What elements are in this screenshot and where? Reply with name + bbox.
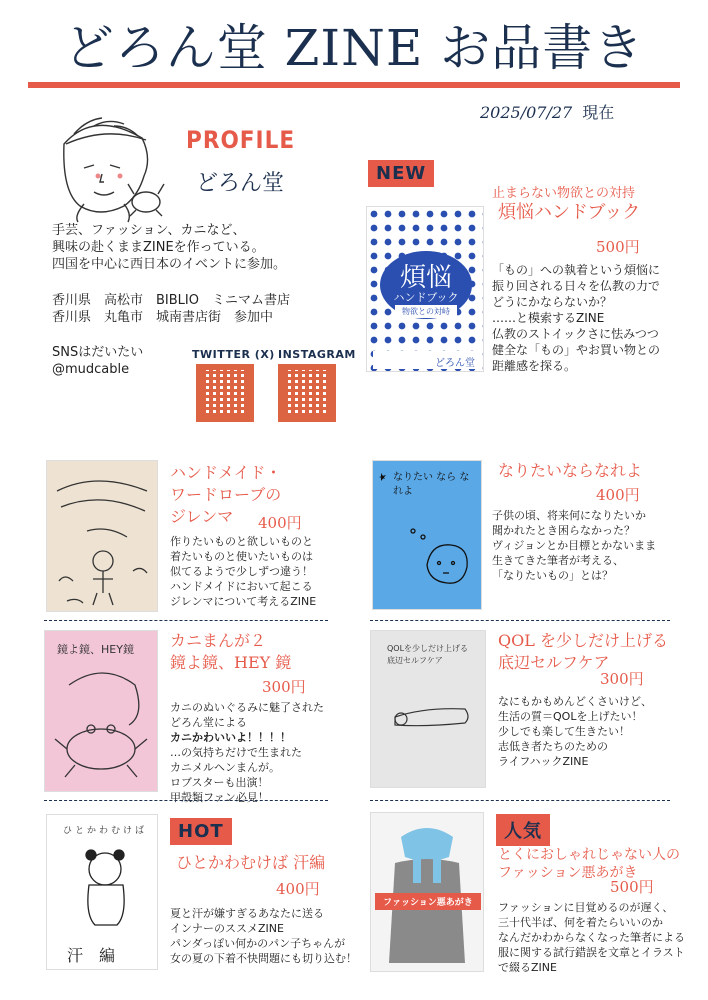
profile-name: どろん堂: [196, 171, 285, 196]
item-price: 400円: [596, 486, 640, 504]
instagram-label: INSTAGRAM: [278, 348, 356, 361]
page-title: どろん堂 ZINE お品書き: [63, 19, 645, 77]
profile-locations: [52, 292, 290, 326]
cover-subtitle: ハンドブック: [393, 291, 459, 304]
featured-description: [492, 262, 660, 374]
cover-tag: 物欲との対峙: [395, 305, 457, 318]
cover-title: 鏡よ鏡、HEY鏡: [57, 643, 134, 656]
date-value: 2025/07/27: [480, 103, 573, 122]
profile-heading: PROFILE: [186, 126, 296, 154]
item-price: 300円: [600, 670, 644, 688]
desc-line: 生きてきた筆者が考える、: [492, 554, 624, 567]
item-cover[interactable]: [44, 630, 158, 792]
desc-line: パンダっぽい何かのパン子ちゃんが: [170, 937, 346, 950]
item-title: なりたいならなれよ: [498, 461, 643, 480]
instagram-qr-code[interactable]: [278, 364, 336, 422]
cover-subtitle: 汗 編: [67, 946, 116, 965]
desc-line: で綴るZINE: [498, 961, 557, 974]
item-description: [498, 900, 685, 975]
desc-line: 着たいものと使いたいものは: [170, 550, 313, 563]
featured-cover[interactable]: [366, 206, 484, 372]
desc-line: ライフハックZINE: [498, 755, 589, 768]
title-line: カニまんが２: [170, 631, 267, 650]
item-cover[interactable]: [46, 814, 158, 970]
featured-price: 500円: [596, 238, 640, 256]
panda-art: [47, 815, 159, 971]
date-stamp: [480, 100, 614, 123]
title-line: ハンドメイド・: [170, 463, 282, 482]
wardrobe-cover-art: [47, 461, 159, 613]
desc-line: …の気持ちだけで生まれた: [170, 746, 302, 759]
bio-line: 手芸、ファッション、カニなど、: [52, 223, 246, 238]
title-line: 底辺セルフケア: [498, 653, 610, 672]
desc-line: 振り回される日々を仏教の力で: [492, 279, 661, 293]
item-description: [170, 906, 357, 966]
item-description: [498, 694, 652, 769]
crab-cover-art: [45, 631, 159, 793]
desc-line: ロブスターも出演！: [170, 776, 269, 789]
desc-line: なんだかわからなくなった筆者による: [498, 931, 685, 944]
desc-line: 「もの」への執着という煩悩に: [492, 263, 661, 277]
desc-line: 生活の質＝QOLを上げたい！: [498, 710, 643, 723]
item-cover[interactable]: [372, 460, 482, 610]
item-price: 300円: [262, 678, 306, 696]
desc-line: ジレンマについて考えるZINE: [170, 595, 317, 608]
cover-title: なりたい なら なれよ: [393, 472, 470, 497]
location-line: 香川県 高松市 BIBLIO ミニマム書店: [52, 293, 290, 308]
profile-bio: [52, 222, 286, 273]
featured-title: 煩悩ハンドブック: [498, 202, 641, 223]
section-divider: [370, 620, 670, 621]
desc-line: 子供の頃、将来何になりたいか: [492, 509, 646, 522]
featured-subtitle: 止まらない物欲との対持: [492, 186, 636, 201]
item-price: 500円: [610, 878, 654, 896]
title-line: ジレンマ: [170, 507, 234, 526]
desc-line: なにもかもめんどくさいけど、: [498, 695, 652, 708]
desc-line: カニかわいいよ！！！！: [170, 731, 291, 744]
desc-line: どうにかならないか？: [492, 295, 613, 309]
item-title: ひとかわむけば 汗編: [176, 853, 326, 872]
cover-title: ファッション悪あがき: [375, 893, 481, 910]
item-cover[interactable]: [370, 812, 484, 972]
title-line: とくにおしゃれじゃない人の: [498, 847, 680, 863]
bio-line: 興味の赴くままZINEを作っている。: [52, 240, 265, 255]
item-price: 400円: [258, 514, 302, 532]
item-description: [170, 534, 316, 609]
desc-line: 「なりたいもの」とは？: [492, 569, 613, 582]
desc-line: 服に関する試行錯誤を文章とイラスト: [498, 946, 685, 959]
desc-line: 作りたいものと欲しいものと: [170, 535, 313, 548]
title-line: ワードローブの: [170, 485, 282, 504]
desc-line: 似てるようで少しずつ違う！: [170, 565, 313, 578]
section-divider: [370, 800, 670, 801]
title-line: QOL を少しだけ上げる: [498, 631, 668, 650]
twitter-qr-code[interactable]: [196, 364, 254, 422]
cover-title: QOLを少しだけ上げる 底辺セルフケア: [387, 644, 469, 665]
desc-line: 聞かれたとき困らなかった？: [492, 524, 635, 537]
item-price: 400円: [276, 880, 320, 898]
item-description: [492, 508, 656, 583]
cover-title: 煩悩: [399, 263, 452, 293]
desc-line: どろん堂による: [170, 716, 247, 729]
popular-badge: 人気: [496, 814, 550, 846]
desc-line: 仏教のストイックさに怯みつつ: [492, 327, 659, 341]
desc-line: ファッションに目覚めるのが遅く、: [498, 901, 674, 914]
bio-line: 四国を中心に西日本のイベントに参加。: [52, 257, 287, 272]
desc-line: ハンドメイドにおいて起こる: [170, 580, 313, 593]
cover-title: ひとかわむけば: [63, 826, 148, 836]
sns-handle: @mudcable: [52, 362, 130, 377]
item-cover[interactable]: [370, 630, 486, 788]
desc-line: 健全な「もの」やお買い物との: [492, 343, 661, 357]
section-divider: [44, 620, 328, 621]
hot-badge: HOT: [170, 818, 232, 845]
cover-author: どろん堂: [435, 358, 475, 369]
desc-line: ヴィジョンとか目標とかないまま: [492, 539, 657, 552]
title-underline: [28, 82, 680, 88]
desc-line: 三十代半ば、何を着たらいいのか: [498, 916, 663, 929]
desc-line: ……と模索するZINE: [492, 311, 605, 325]
section-divider: [44, 800, 328, 801]
new-badge: NEW: [368, 160, 434, 187]
sns-line: SNSはだいたい: [52, 345, 144, 360]
desc-line: 夏と汗が嫌すぎるあなたに送る: [170, 907, 324, 920]
title-line: ファッション悪あがき: [498, 865, 638, 881]
date-suffix: 現在: [582, 103, 615, 122]
profile-sns: [52, 344, 143, 378]
item-description: [170, 700, 324, 805]
location-line: 香川県 丸亀市 城南書店街 参加中: [52, 310, 274, 325]
desc-line: 少しでも楽して生きたい！: [498, 725, 630, 738]
desc-line: カニメルヘンまんが。: [170, 761, 280, 774]
cover-face-art: [373, 461, 483, 611]
desc-line: 女の夏の下着不快問題にも切り込む！: [170, 952, 357, 965]
desc-line: 距離感を探る。: [492, 359, 577, 373]
author-illustration: [44, 104, 174, 224]
twitter-label: TWITTER (X): [192, 348, 275, 361]
desc-line: 志低き者たちのための: [498, 740, 608, 753]
desc-line: インナーのススメZINE: [170, 922, 284, 935]
title-line: 鏡よ鏡、HEY 鏡: [170, 653, 292, 672]
lying-person-art: [371, 631, 487, 789]
item-title: [170, 630, 291, 674]
desc-line: 甲殻類ファン必見！: [170, 791, 269, 804]
item-cover[interactable]: [46, 460, 158, 612]
desc-line: カニのぬいぐるみに魅了された: [170, 701, 324, 714]
